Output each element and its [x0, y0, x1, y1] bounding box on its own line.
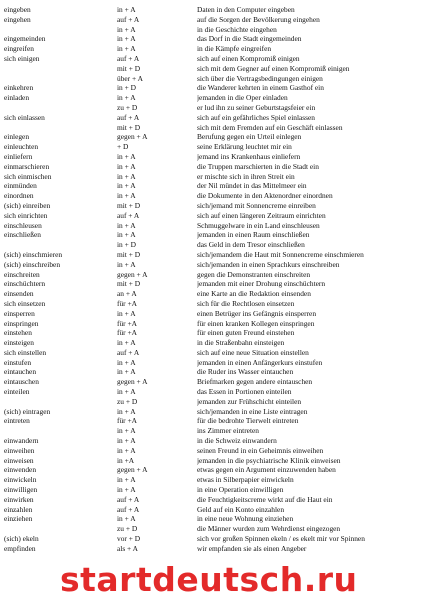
verb-cell: einladen: [4, 93, 30, 103]
table-row: [4, 34, 424, 44]
preposition-cell: in + A: [117, 24, 136, 34]
table-row: [4, 15, 424, 25]
preposition-cell: in + A: [117, 426, 136, 436]
preposition-cell: mit + D: [117, 200, 141, 210]
table-row: [4, 407, 424, 417]
example-cell: das Geld in dem Tresor einschließen: [197, 240, 305, 250]
example-cell: sich vor großen Spinnen ekeln / es ekelt mir vor Spinnen: [197, 534, 365, 544]
verb-cell: eingeben: [4, 5, 31, 14]
example-cell: auf die Sorgen der Bevölkerung eingehen: [197, 14, 320, 24]
example-cell: jemanden mit einer Drohung einschüchtern: [197, 279, 326, 289]
example-cell: sich/jemanden in einen Sprachkurs einschreiben: [197, 259, 340, 269]
table-row: [4, 250, 424, 260]
example-cell: für die bedrohte Tierwelt eintreten: [197, 416, 299, 426]
example-cell: er mischte sich in ihren Streit ein: [197, 171, 295, 181]
preposition-cell: als + A: [117, 543, 139, 553]
verb-cell: einordnen: [4, 191, 34, 201]
preposition-cell: gegen + A: [117, 377, 148, 387]
example-cell: eine Karte an die Redaktion einsenden: [197, 289, 311, 299]
example-cell: gegen die Demonstranten einschreiten: [197, 269, 311, 279]
preposition-cell: in + A: [117, 220, 136, 230]
example-cell: sich mit dem Gegner auf einen Kompromiß einigen: [197, 63, 350, 73]
verb-cell: einwilligen: [4, 485, 38, 495]
preposition-cell: auf + A: [117, 347, 140, 357]
verb-cell: sich einmischen: [4, 171, 52, 181]
table-row: [4, 465, 424, 475]
example-cell: die Ruder ins Wasser eintauchen: [197, 367, 294, 377]
table-row: [4, 54, 424, 64]
verb-cell: einwirken: [4, 494, 34, 504]
example-cell: sich auf einen längeren Zeitraum einrichten: [197, 210, 326, 220]
verb-cell: sich einigen: [4, 53, 40, 63]
table-row: [4, 74, 424, 84]
preposition-cell: in + A: [117, 436, 136, 446]
example-cell: sich auf ein gefährliches Spiel einlassen: [197, 112, 316, 122]
verb-cell: einsenden: [4, 289, 34, 299]
verb-cell: eingreifen: [4, 44, 34, 54]
example-cell: sich über die Vertragsbedingungen einigen: [197, 73, 323, 83]
verb-cell: einsperren: [4, 308, 35, 318]
table-row: [4, 328, 424, 338]
table-row: [4, 387, 424, 397]
preposition-cell: auf + A: [117, 112, 140, 122]
table-row: [4, 172, 424, 182]
table-row: [4, 64, 424, 74]
preposition-cell: gegen + A: [117, 465, 148, 475]
verb-cell: (sich) einschmieren: [4, 249, 63, 259]
table-row: [4, 377, 424, 387]
preposition-cell: in + D: [117, 83, 136, 93]
preposition-cell: auf + A: [117, 210, 140, 220]
example-cell: in die Kämpfe eingreifen: [197, 44, 272, 54]
preposition-cell: in + A: [117, 357, 136, 367]
preposition-cell: gegen + A: [117, 269, 148, 279]
verb-preposition-table: [4, 5, 424, 554]
table-row: [4, 358, 424, 368]
preposition-cell: in + A: [117, 406, 136, 416]
example-cell: jemanden in einen Anfängerkurs einstufen: [197, 357, 323, 367]
verb-cell: einwenden: [4, 465, 37, 475]
preposition-cell: auf + A: [117, 14, 140, 24]
site-watermark: startdeutsch.ru: [60, 560, 358, 599]
table-row: [4, 221, 424, 231]
table-row: [4, 367, 424, 377]
preposition-cell: mit + D: [117, 279, 141, 289]
verb-cell: einstehen: [4, 328, 32, 338]
example-cell: sich/jemanden in eine Liste eintragen: [197, 406, 308, 416]
preposition-cell: in + A: [117, 475, 136, 485]
table-row: [4, 260, 424, 270]
table-row: [4, 446, 424, 456]
preposition-cell: in + A: [117, 191, 136, 201]
verb-cell: einstufen: [4, 357, 32, 367]
preposition-cell: mit + D: [117, 122, 141, 132]
table-row: [4, 132, 424, 142]
preposition-cell: zu + D: [117, 524, 138, 534]
table-row: [4, 93, 424, 103]
verb-cell: einweihen: [4, 445, 35, 455]
preposition-cell: in + A: [117, 34, 136, 44]
preposition-cell: an + A: [117, 289, 137, 299]
example-cell: Berufung gegen ein Urteil einlegen: [197, 132, 302, 142]
example-cell: die Feuchtigkeitscreme wirkt auf die Haut ein: [197, 494, 333, 504]
verb-cell: eintreten: [4, 416, 30, 426]
example-cell: sich mit dem Fremden auf ein Geschäft einlassen: [197, 122, 343, 132]
table-row: [4, 152, 424, 162]
table-row: [4, 289, 424, 299]
verb-cell: einmünden: [4, 181, 37, 191]
preposition-cell: in + A: [117, 367, 136, 377]
verb-cell: (sich) ekeln: [4, 534, 39, 544]
table-row: [4, 142, 424, 152]
example-cell: der Nil mündet in das Mittelmeer ein: [197, 181, 307, 191]
example-cell: für einen kranken Kollegen einspringen: [197, 318, 315, 328]
verb-cell: empfinden: [4, 543, 36, 553]
preposition-cell: in + D: [117, 240, 136, 250]
verb-cell: sich einrichten: [4, 210, 48, 220]
table-row: [4, 495, 424, 505]
verb-cell: einspringen: [4, 318, 39, 328]
example-cell: sich für die Rechtlosen einsetzen: [197, 298, 295, 308]
table-row: [4, 230, 424, 240]
table-row: [4, 524, 424, 534]
verb-cell: einziehen: [4, 514, 33, 524]
table-row: [4, 309, 424, 319]
preposition-cell: vor + D: [117, 534, 141, 544]
example-cell: in die Schweiz einwandern: [197, 436, 277, 446]
table-row: [4, 25, 424, 35]
verb-cell: einschließen: [4, 230, 41, 240]
table-row: [4, 416, 424, 426]
preposition-cell: auf + A: [117, 53, 140, 63]
example-cell: seinen Freund in ein Geheimnis einweihen: [197, 445, 324, 455]
example-cell: das Dorf in die Stadt eingemeinden: [197, 34, 302, 44]
preposition-cell: mit + D: [117, 249, 141, 259]
example-cell: für einen guten Freund einstehen: [197, 328, 295, 338]
table-row: [4, 319, 424, 329]
table-row: [4, 436, 424, 446]
example-cell: in eine Operation einwilligen: [197, 485, 284, 495]
verb-cell: eingehen: [4, 14, 31, 24]
verb-cell: einteilen: [4, 387, 30, 397]
example-cell: in eine neue Wohnung einziehen: [197, 514, 294, 524]
example-cell: etwas in Silberpapier einwickeln: [197, 475, 294, 485]
table-row: [4, 505, 424, 515]
table-row: [4, 534, 424, 544]
example-cell: jemanden in die Oper einladen: [197, 93, 288, 103]
table-row: [4, 544, 424, 554]
example-cell: sich auf eine neue Situation einstellen: [197, 347, 309, 357]
example-cell: einen Betrüger ins Gefängnis einsperren: [197, 308, 317, 318]
example-cell: jemanden in die psychiatrische Klinik einweisen: [197, 455, 341, 465]
preposition-cell: für +A: [117, 298, 137, 308]
table-row: [4, 426, 424, 436]
table-row: [4, 240, 424, 250]
verb-cell: eintauchen: [4, 367, 37, 377]
preposition-cell: in + A: [117, 514, 136, 524]
preposition-cell: in + A: [117, 308, 136, 318]
verb-cell: sich einstellen: [4, 347, 47, 357]
table-row: [4, 5, 424, 15]
table-row: [4, 201, 424, 211]
example-cell: jemanden in einen Raum einschließen: [197, 230, 310, 240]
example-cell: Daten in den Computer eingeben: [197, 5, 295, 14]
verb-cell: einwickeln: [4, 475, 37, 485]
preposition-cell: in +A: [117, 455, 135, 465]
example-cell: jemanden zur Frühschicht einteilen: [197, 396, 302, 406]
table-row: [4, 123, 424, 133]
example-cell: etwas gegen ein Argument einzuwenden haben: [197, 465, 336, 475]
verb-cell: einmarschieren: [4, 161, 50, 171]
preposition-cell: über + A: [117, 73, 143, 83]
verb-cell: einschleusen: [4, 220, 42, 230]
verb-cell: sich einsetzen: [4, 298, 46, 308]
preposition-cell: in + A: [117, 387, 136, 397]
preposition-cell: in + A: [117, 485, 136, 495]
preposition-cell: in + A: [117, 93, 136, 103]
table-row: [4, 44, 424, 54]
preposition-cell: in + A: [117, 171, 136, 181]
preposition-cell: für +A: [117, 328, 137, 338]
verb-cell: eingemeinden: [4, 34, 46, 44]
verb-cell: einkehren: [4, 83, 34, 93]
table-row: [4, 191, 424, 201]
preposition-cell: in + A: [117, 338, 136, 348]
verb-cell: einsteigen: [4, 338, 34, 348]
preposition-cell: in + A: [117, 161, 136, 171]
table-row: [4, 113, 424, 123]
preposition-cell: zu + D: [117, 102, 138, 112]
example-cell: das Essen in Portionen einteilen: [197, 387, 292, 397]
verb-cell: einleuchten: [4, 142, 39, 152]
example-cell: ins Zimmer eintreten: [197, 426, 259, 436]
verb-cell: einzahlen: [4, 504, 33, 514]
table-row: [4, 162, 424, 172]
verb-cell: einwandern: [4, 436, 39, 446]
verb-cell: (sich) einreiben: [4, 200, 51, 210]
preposition-cell: für +A: [117, 318, 137, 328]
preposition-cell: in + A: [117, 151, 136, 161]
table-row: [4, 475, 424, 485]
preposition-cell: gegen + A: [117, 132, 148, 142]
table-row: [4, 270, 424, 280]
preposition-cell: in + A: [117, 230, 136, 240]
preposition-cell: in + A: [117, 259, 136, 269]
example-cell: wir empfanden sie als einen Angeber: [197, 543, 307, 553]
verb-cell: einschreiten: [4, 269, 40, 279]
preposition-cell: auf + A: [117, 494, 140, 504]
table-row: [4, 83, 424, 93]
example-cell: die Truppen marschierten in die Stadt ein: [197, 161, 319, 171]
example-cell: die Männer wurden zum Wehrdienst eingezogen: [197, 524, 341, 534]
verb-cell: sich einlassen: [4, 112, 45, 122]
example-cell: er lud ihn zu seiner Geburtstagsfeier ein: [197, 102, 316, 112]
preposition-cell: + D: [117, 142, 129, 152]
example-cell: die Wanderer kehrten in einem Gasthof ein: [197, 83, 324, 93]
example-cell: Schmuggelware in ein Land einschleusen: [197, 220, 320, 230]
example-cell: seine Erklärung leuchtet mir ein: [197, 142, 292, 152]
preposition-cell: in + A: [117, 181, 136, 191]
table-row: [4, 485, 424, 495]
table-row: [4, 514, 424, 524]
preposition-cell: für +A: [117, 416, 137, 426]
example-cell: sich auf einen Kompromiß einigen: [197, 53, 300, 63]
preposition-cell: mit + D: [117, 63, 141, 73]
preposition-cell: zu + D: [117, 396, 138, 406]
table-row: [4, 181, 424, 191]
table-row: [4, 211, 424, 221]
example-cell: jemand ins Krankenhaus einliefern: [197, 151, 301, 161]
example-cell: Geld auf ein Konto einzahlen: [197, 504, 285, 514]
verb-cell: einweisen: [4, 455, 34, 465]
verb-cell: eintauschen: [4, 377, 39, 387]
table-row: [4, 338, 424, 348]
example-cell: Briefmarken gegen andere eintauschen: [197, 377, 313, 387]
verb-cell: einliefern: [4, 151, 33, 161]
table-row: [4, 456, 424, 466]
verb-cell: einlegen: [4, 132, 30, 142]
preposition-cell: in + A: [117, 5, 136, 14]
example-cell: sich/jemand mit Sonnencreme einreiben: [197, 200, 316, 210]
example-cell: in die Geschichte eingehen: [197, 24, 277, 34]
table-row: [4, 299, 424, 309]
verb-cell: (sich) eintragen: [4, 406, 51, 416]
verb-cell: einschüchtern: [4, 279, 46, 289]
preposition-cell: auf + A: [117, 504, 140, 514]
preposition-cell: in + A: [117, 44, 136, 54]
example-cell: in die Straßenbahn einsteigen: [197, 338, 285, 348]
verb-cell: (sich) einschreiben: [4, 259, 61, 269]
table-row: [4, 348, 424, 358]
preposition-cell: in + A: [117, 445, 136, 455]
example-cell: sich/jemandem die Haut mit Sonnencreme einschmieren: [197, 249, 364, 259]
table-row: [4, 279, 424, 289]
table-row: [4, 397, 424, 407]
table-row: [4, 103, 424, 113]
example-cell: die Dokumente in den Aktenordner einordnen: [197, 191, 333, 201]
